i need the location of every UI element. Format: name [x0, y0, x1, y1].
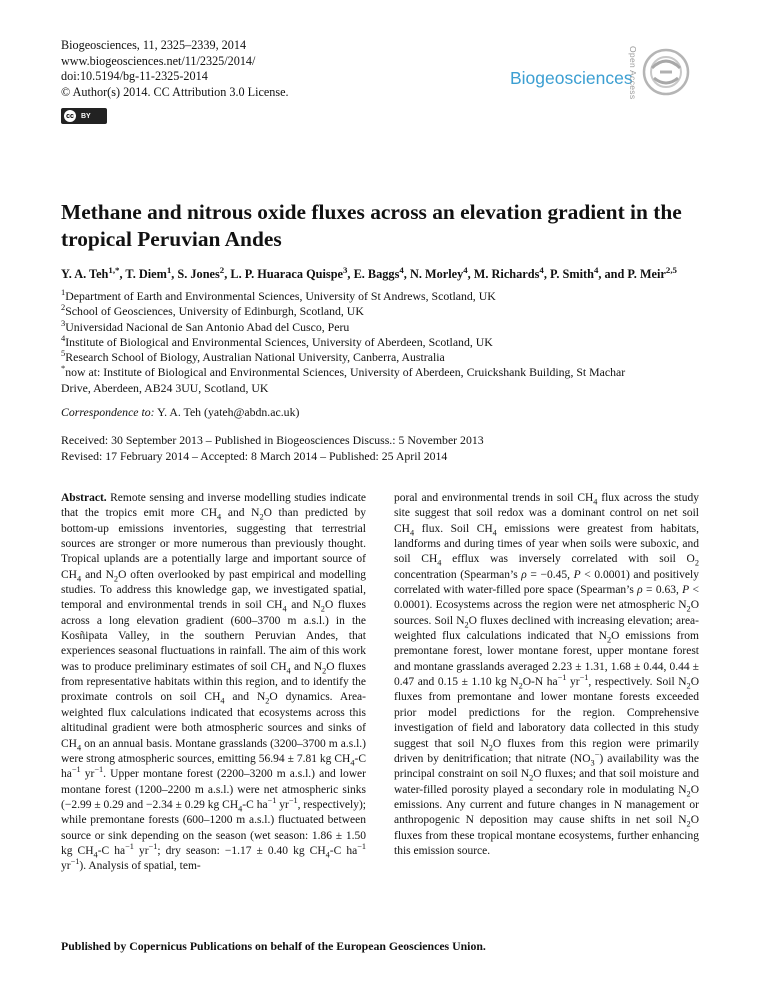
affiliation-text: Research School of Biology, Australian National University, Canberra, Australia	[65, 350, 445, 365]
author: P. Meir$^{2,5}$	[627, 264, 677, 281]
citation-header	[61, 38, 289, 100]
copyright: © Author(s) 2014. CC Attribution 3.0 License.	[61, 84, 289, 99]
affiliation-mark: 5	[61, 348, 66, 359]
abstract-text-2: poral and environmental trends in soil $CH_4$ flux across the study site suggest that soil redox was a dominant control on net soil $CH_4$ flux. Soil $CH_4$ emissions were greatest from habitats, landforms and during times of year when soils were suboxic, and soil $CH_4$ efflux was inversely correlated with soil $O_2$ concentration (Spearman’s ρ = −0.45, P < 0.0001) and positively correlated with water-filled pore space (Spearman’s ρ = 0.63, P < 0.0001). Ecosystems across the region were net atmospheric $N_2O$ sources. Soil $N_2O$ fluxes declined with increasing elevation; area-weighted flux calculations indicated that $N_2O$ emissions from premontane forest, lower montane forest, upper montane forest and montane grasslands averaged 2.23 ± 1.31, 1.68 ± 0.44, 0.44 ± 0.47 and 0.15 ± 1.10 kg $N_2O-N$ $ha^{-1}$ $yr^{-1}$, respectively. Soil $N_2O$ fluxes from premontane and lower montane forests exceeded prior model predictions for the region. Comprehensive investigation of field and laboratory data collected in this study suggest that soil $N_2O$ fluxes from this region were primarily driven by denitrification; that nitrate $(NO_3^-)$ availability was the principal constraint on soil $N_2O$ fluxes; and that soil moisture and water-filled porosity played a secondary role in modulating $N_2O$ emissions. Any current and future changes in N management or anthropogenic N deposition may cause shifts in net soil $N_2O$ fluxes from these tropical montane ecosystems, further enhancing this emission source.	[394, 492, 700, 857]
cc-by-badge[interactable]	[61, 108, 107, 124]
doi[interactable]: doi:10.5194/bg-11-2325-2014	[61, 69, 208, 84]
by-label: BY	[81, 112, 91, 120]
affiliation-mark: 2	[61, 302, 66, 313]
author-list: Y. A. Teh$^{1,*}$, T. Diem$^1$, S. Jones$^2$, L. P. Huaraca Quispe$^3$, E. Baggs$^4$, N. Morley$^4$, M. Richards$^4$, P. Smith$^4$, and P. Meir$^{2,5}$	[61, 264, 677, 281]
affiliation-text: now at: Institute of Biological and Environmental Sciences, University of Aberdeen, Cruickshank Building, St Machar	[65, 365, 626, 380]
author-affiliation-mark: 2,5	[665, 264, 677, 275]
author-affiliation-mark: 4	[539, 264, 544, 275]
affiliation	[61, 365, 721, 380]
journal-name: Biogeosciences	[510, 68, 633, 88]
affiliation	[61, 350, 721, 365]
open-access-label: Open Access	[628, 46, 638, 100]
dates-received: Received: 30 September 2013 – Published in Biogeosciences Discuss.: 5 November 2013	[61, 433, 484, 447]
journal-logo-icon	[642, 48, 690, 96]
affiliation	[61, 332, 721, 350]
cc-icon: cc	[64, 110, 76, 122]
correspondence-label: Correspondence to:	[61, 405, 155, 419]
author: M. Richards$^4$	[473, 264, 544, 281]
article-title: Methane and nitrous oxide fluxes across an elevation gradient in the tropical Peruvian Andes	[61, 200, 682, 251]
article-url[interactable]: www.biogeosciences.net/11/2325/2014/	[61, 53, 256, 68]
abstract-text-1: Remote sensing and inverse modelling studies indicate that the tropics emit more $CH_4$ and $N_2O$ than predicted by bottom-up emissions inventories, suggesting that terrestrial sources are stronger or more numerous than previously thought. Tropical uplands are a potentially large and important source of $CH_4$ and $N_2O$ often overlooked by past empirical and modelling studies. To address this knowledge gap, we investigated spatial, temporal and environmental trends in soil $CH_4$ and $N_2O$ fluxes across a long elevation gradient (600–3700 m a.s.l.) in the Kosñipata Valley, in the southern Peruvian Andes, that experiences seasonal fluctuations in rainfall. The aim of this work was to produce preliminary estimates of soil $CH_4$ and $N_2O$ fluxes from representative habitats within this region, and to identify the proximate controls on soil $CH_4$ and $N_2O$ dynamics. Area-weighted flux calculations indicated that ecosystems across this altitudinal gradient were both atmospheric sources and sinks of $CH_4$ on an annual basis. Montane grasslands (3200–3700 m a.s.l.) were strong atmospheric sources, emitting 56.94 ± 7.81 kg $CH_4-C$ $ha^{-1}$ $yr^{-1}$. Upper montane forest (2200–3200 m a.s.l.) and lower montane forest (1200–2200 m a.s.l.) were net atmospheric sinks (−2.99 ± 0.29 and −2.34 ± 0.29 kg $CH_4-C$ $ha^{-1}$ $yr^{-1}$, respectively); while premontane forests (600–1200 m a.s.l.) fluctuated between source or sink depending on the season (wet season: 1.86 ± 1.50 kg $CH_4-C$ $ha^{-1}$ $yr^{-1}$; dry season: −1.17 ± 0.40 kg $CH_4-C$ $ha^{-1}$ $yr^{-1}$). Analysis of spatial, tem-	[61, 492, 367, 873]
author-affiliation-mark: 2	[219, 264, 225, 275]
citation: Biogeosciences, 11, 2325–2339, 2014	[61, 38, 247, 52]
author-affiliation-mark: 1,*	[108, 264, 120, 275]
abstract-label: Abstract.	[61, 492, 107, 504]
affiliation-text: Drive, Aberdeen, AB24 3UU, Scotland, UK	[61, 380, 269, 395]
abstract-column-1	[61, 491, 366, 875]
author: P. Smith$^4$	[549, 264, 599, 281]
author-affiliation-mark: 4	[463, 264, 468, 275]
author: L. P. Huaraca Quispe$^3$	[230, 264, 348, 281]
publisher-footer: Published by Copernicus Publications on behalf of the European Geosciences Union.	[61, 939, 486, 953]
affiliation	[61, 317, 721, 335]
author: S. Jones$^2$	[177, 264, 225, 281]
affiliation	[61, 381, 721, 396]
correspondence-value[interactable]: Y. A. Teh (yateh@abdn.ac.uk)	[157, 405, 300, 419]
affiliation	[61, 304, 721, 319]
affiliation	[61, 289, 721, 304]
author-affiliation-mark: 3	[343, 264, 348, 275]
author-affiliation-mark: 4	[399, 264, 404, 275]
affiliation-text: Institute of Biological and Environmental Sciences, University of Aberdeen, Scotland, UK	[65, 334, 493, 349]
author: N. Morley$^4$	[409, 264, 468, 281]
correspondence	[61, 405, 299, 420]
affiliation-mark: *	[61, 363, 66, 374]
article-dates	[61, 433, 484, 464]
affiliation-text: Department of Earth and Environmental Sciences, University of St Andrews, Scotland, UK	[65, 289, 496, 303]
author: E. Baggs$^4$	[353, 264, 404, 281]
affiliation-text: Universidad Nacional de San Antonio Abad del Cusco, Peru	[65, 319, 350, 334]
author: Y. A. Teh$^{1,*}$	[61, 264, 120, 281]
affiliation-mark: 1	[61, 287, 66, 298]
author-affiliation-mark: 4	[593, 264, 599, 275]
abstract-column-2	[394, 491, 699, 859]
author: T. Diem$^1$	[125, 264, 172, 281]
affiliation-text: School of Geosciences, University of Edinburgh, Scotland, UK	[65, 304, 364, 319]
affiliations	[61, 289, 721, 396]
affiliation-mark: 4	[61, 332, 66, 343]
author-affiliation-mark: 1	[166, 264, 172, 275]
affiliation-mark: 3	[61, 317, 66, 328]
dates-revised: Revised: 17 February 2014 – Accepted: 8 March 2014 – Published: 25 April 2014	[61, 448, 448, 463]
